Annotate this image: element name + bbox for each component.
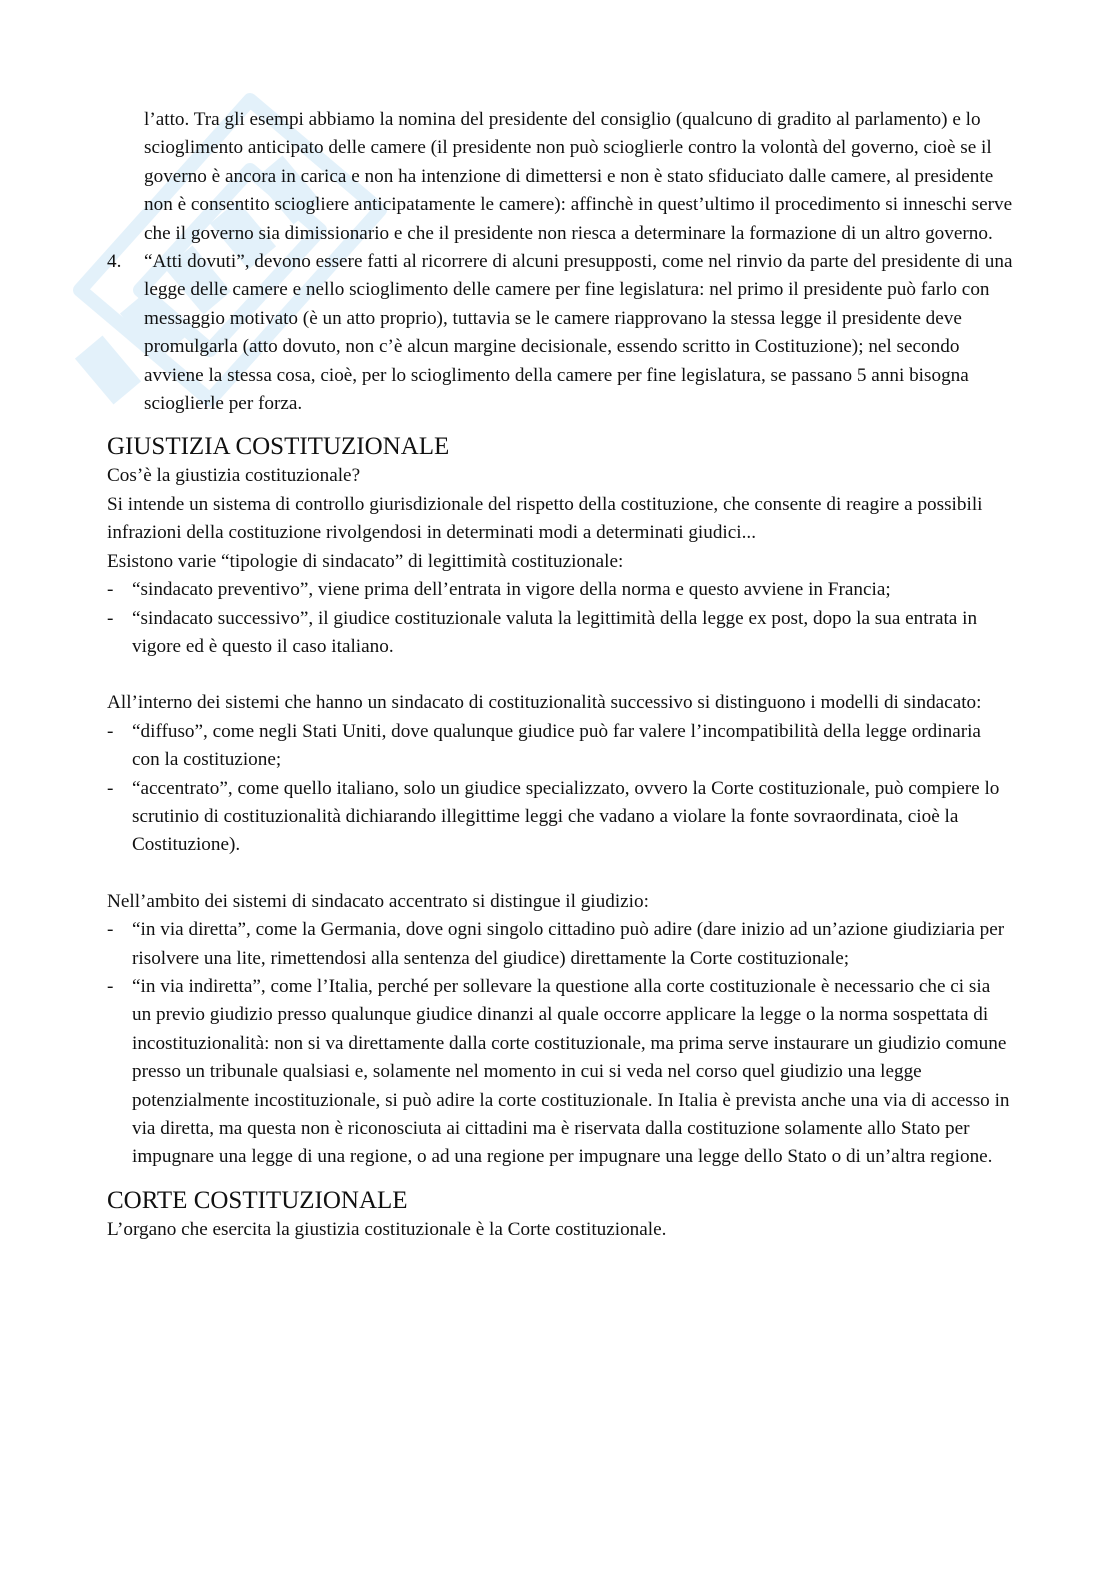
question-line: Cos’è la giustizia costituzionale? <box>107 465 361 487</box>
list-dash: - <box>107 919 114 941</box>
judgments-list <box>107 916 1013 1172</box>
list-dash: - <box>107 777 114 799</box>
list-item-text: “diffuso”, come negli Stati Uniti, dove qualunque giudice può far valere l’incompatibilità della legge ordinaria con la costituzione; <box>132 720 981 771</box>
list-item-text: “in via diretta”, come la Germania, dove ogni singolo cittadino può adire (dare inizio ad un’azione giudiziaria per risolvere una lite, rimettendosi alla sentenza del giudice) direttamente la Corte costituzionale; <box>132 919 1005 969</box>
intro-paragraph: l’atto. Tra gli esempi abbiamo la nomina del presidente del consiglio (qualcuno di gradito al parlamento) e lo scioglimento anticipato delle camere (il presidente non può scioglierle contro la volontà del governo, cioè se il governo è ancora in carica e non ha intenzione di dimettersi e non è stato sfiduciato dalle camere, al presidente non è consentito sciogliere anticipatamente le camere): affinchè in quest’ultimo il procedimento si inneschi serve che il governo sia dimissionario e che il presidente non riesca a determinare la formazione di un altro governo. <box>144 109 1013 244</box>
list-item <box>107 576 1013 604</box>
numbered-item-4 <box>107 248 1013 418</box>
list-dash: - <box>107 720 114 742</box>
list-dash: - <box>107 975 114 997</box>
definition-paragraph: Si intende un sistema di controllo giurisdizionale del rispetto della costituzione, che consente di reagire a possibili infrazioni della costituzione rivolgendosi in determinati modi a determinati giudici... <box>107 493 983 544</box>
list-item <box>107 718 1013 775</box>
models-list <box>107 718 1013 860</box>
list-item <box>107 775 1013 860</box>
list-item <box>107 605 1013 662</box>
list-item-text: “in via indiretta”, come l’Italia, perché per sollevare la questione alla corte costituzionale è necessario che ci sia un previo giudizio presso qualunque giudice dinanzi al quale occorre applicare la legge o la norma sospettata di incostituzionalità: non si va direttamente dalla corte costituzionale, ma prima serve instaurare un giudizio comune presso un tribunale qualsiasi e, solamente nel momento in cui si veda nel corso quel giudizio una legge potenzialmente incostituzionale, si può adire la corte costituzionale. In Italia è prevista anche una via di accesso in via diretta, ma questa non è riconosciuta ai cittadini ma è riservata dalla costituzione solamente allo Stato per impugnare una legge di una regione, o ad una regione per impugnare una legge dello Stato o di un’altra regione. <box>132 975 1010 1168</box>
numbered-item-text: “Atti dovuti”, devono essere fatti al ricorrere di alcuni presupposti, come nel rinvio da parte del presidente di una legge delle camere e nello scioglimento delle camere per fine legislatura: nel primo il presidente può farlo con messaggio motivato (è un atto proprio), tuttavia se le camere riapprovano la stessa legge il presidente deve promulgarla (atto dovuto, non c’è alcun margine decisionale, essendo scritto in Costituzione); nel secondo avviene la stessa cosa, cioè, per lo scioglimento della camere per fine legislatura, se passano 5 anni bisogna scioglierle per forza. <box>144 251 1013 415</box>
list-item-text: “sindacato preventivo”, viene prima dell’entrata in vigore della norma e questo avviene in Francia; <box>132 579 891 601</box>
list-item-text: “sindacato successivo”, il giudice costituzionale valuta la legittimità della legge ex post, dopo la sua entrata in vigore ed è questo il caso italiano. <box>132 607 978 657</box>
section-heading-giustizia: GIUSTIZIA COSTITUZIONALE <box>107 433 450 461</box>
models-intro: All’interno dei sistemi che hanno un sindacato di costituzionalità successivo si distinguono i modelli di sindacato: <box>107 692 982 714</box>
document-body <box>107 106 1013 1244</box>
types-intro: Esistono varie “tipologie di sindacato” di legittimità costituzionale: <box>107 550 624 572</box>
judgment-intro: Nell’ambito dei sistemi di sindacato accentrato si distingue il giudizio: <box>107 890 649 912</box>
corte-paragraph: L’organo che esercita la giustizia costituzionale è la Corte costituzionale. <box>107 1218 667 1240</box>
list-item <box>107 916 1013 973</box>
list-item-text: “accentrato”, come quello italiano, solo un giudice specializzato, ovvero la Corte costituzionale, può compiere lo scrutinio di costituzionalità dichiarando illegittime leggi che vadano a violare la fonte sovraordinata, cioè la Costituzione). <box>132 777 1000 856</box>
list-dash: - <box>107 607 114 629</box>
list-number: 4. <box>107 251 122 273</box>
section-heading-corte: CORTE COSTITUZIONALE <box>107 1186 408 1214</box>
list-item <box>107 973 1013 1172</box>
list-dash: - <box>107 579 114 601</box>
types-list <box>107 576 1013 661</box>
